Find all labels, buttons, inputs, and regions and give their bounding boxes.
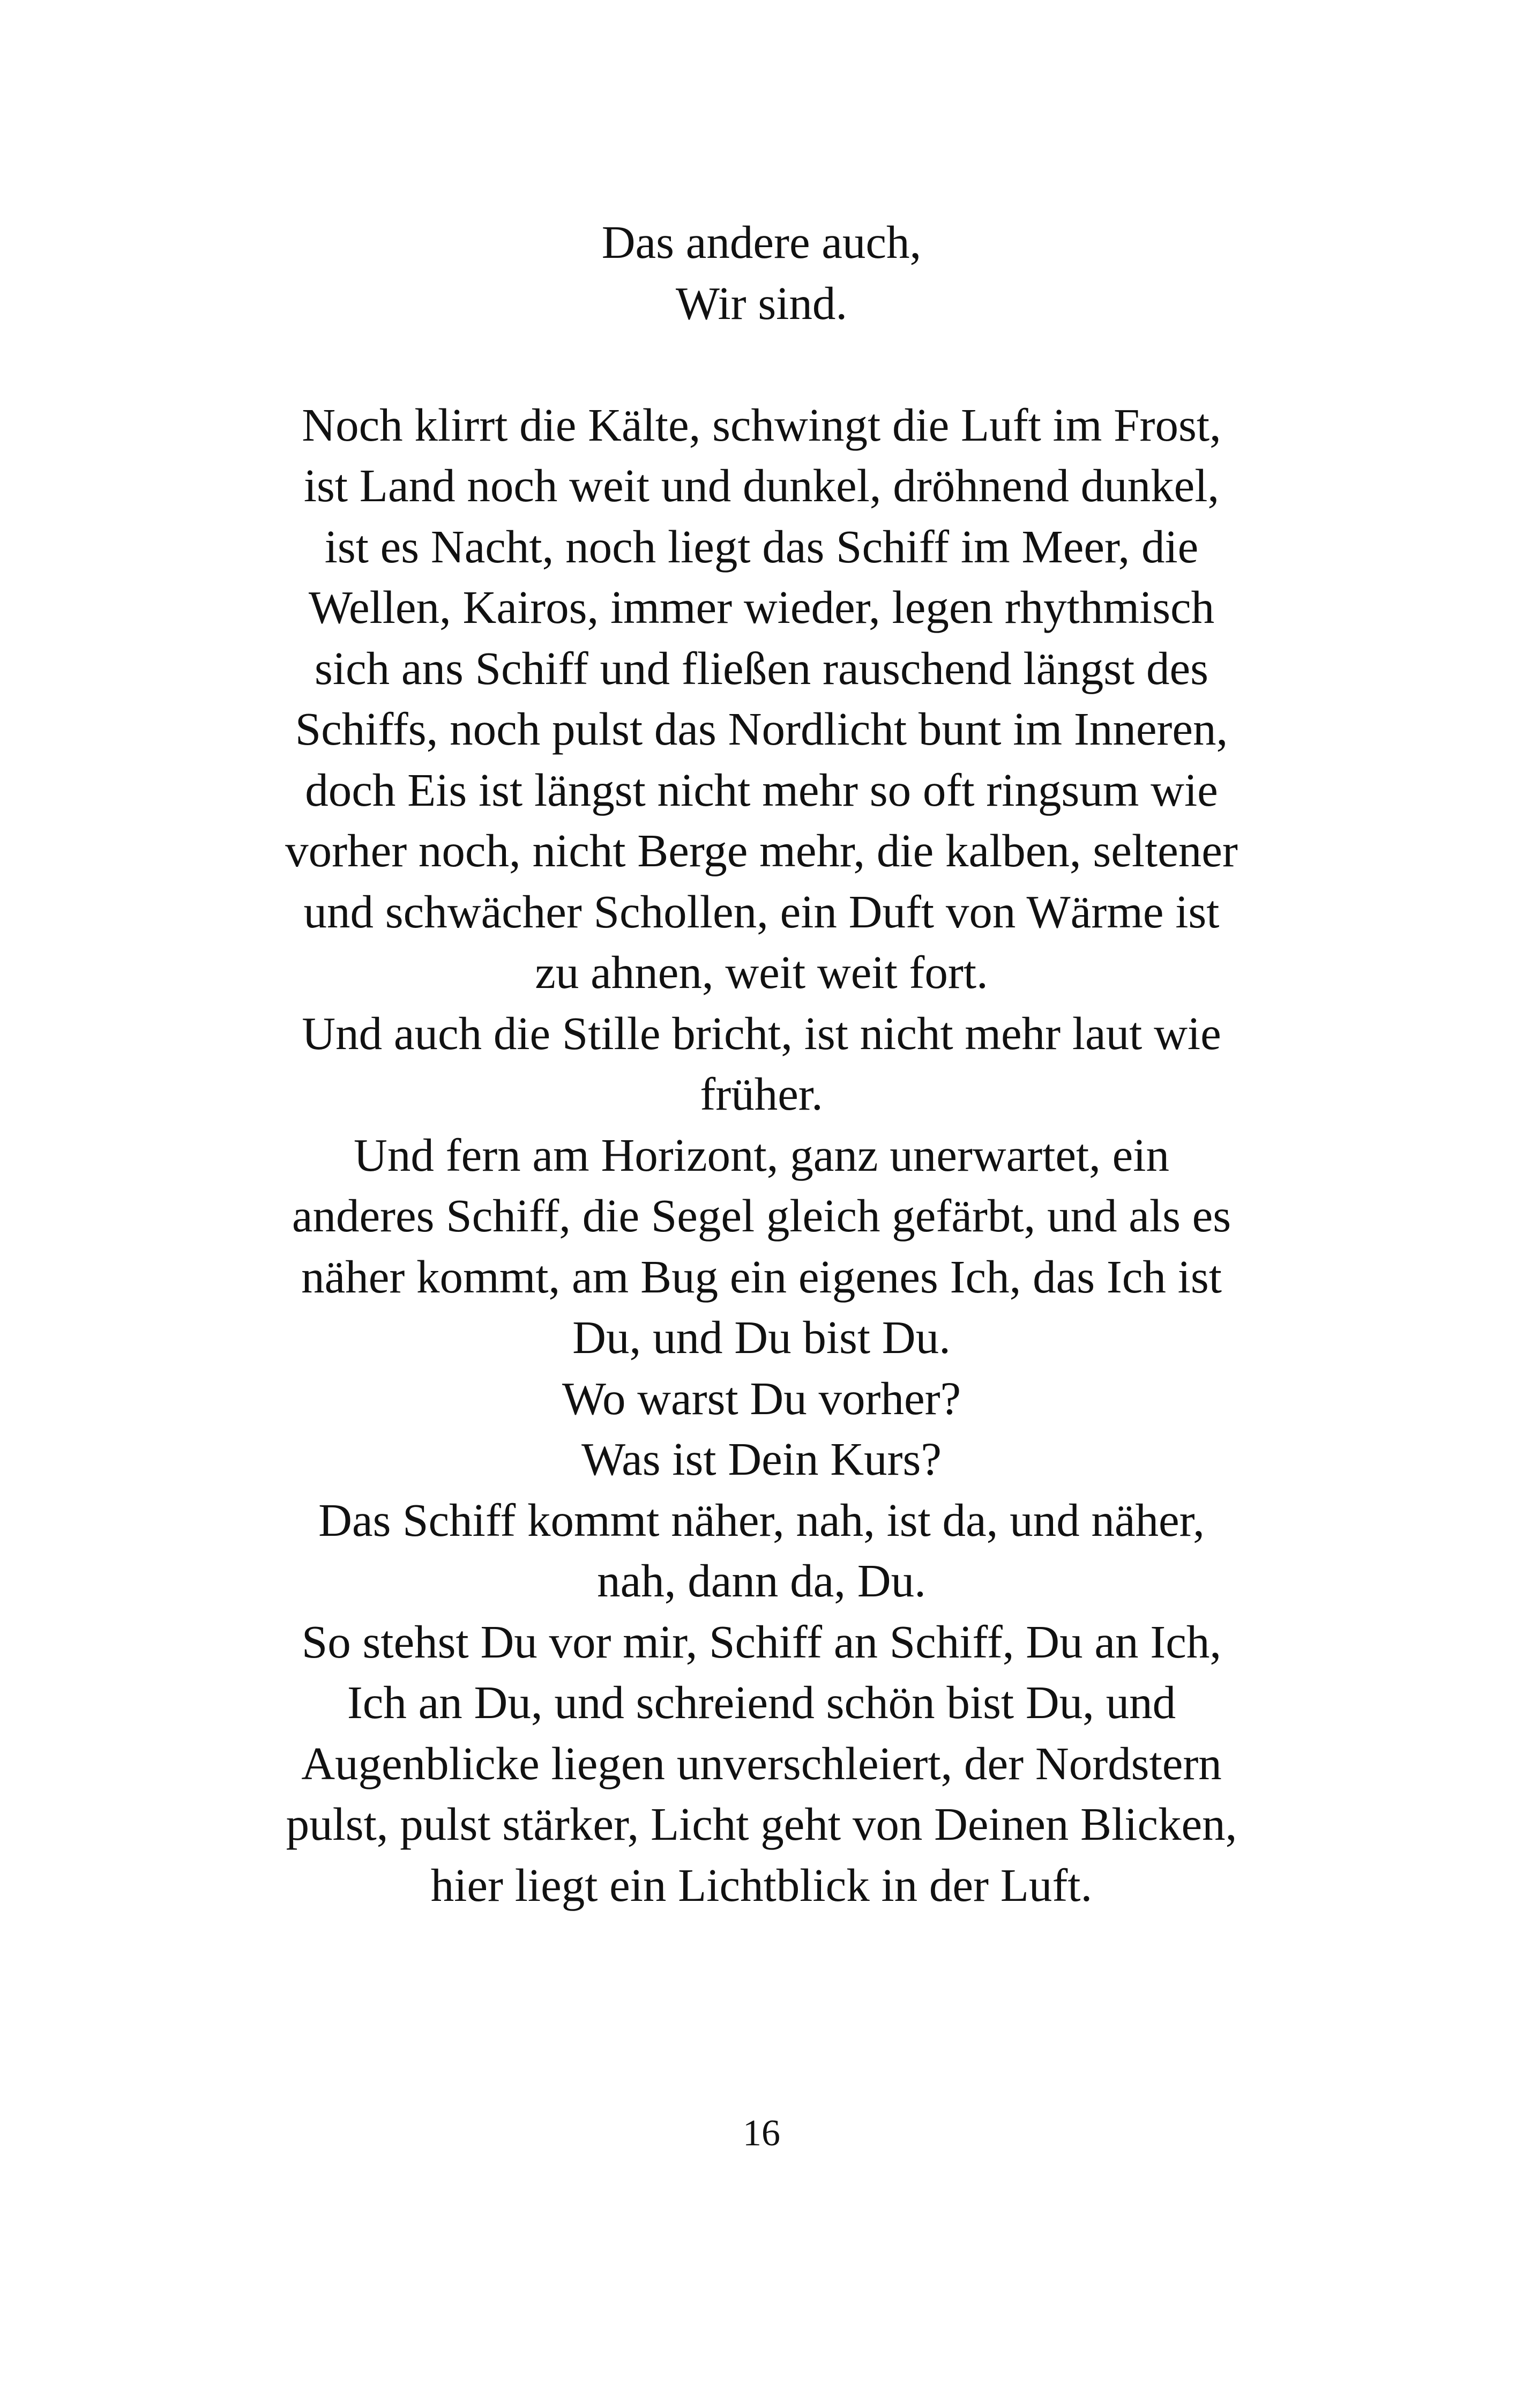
poem-line: zu ahnen, weit weit fort. <box>535 946 988 998</box>
poem-line: Was ist Dein Kurs? <box>581 1433 942 1485</box>
poem-line: Das andere auch, <box>601 216 922 268</box>
poem-line: früher. <box>700 1068 823 1120</box>
poem-line: sich ans Schiff und fließen rauschend längst des <box>315 642 1208 694</box>
poem-line: näher kommt, am Bug ein eigenes Ich, das Ich ist <box>301 1250 1222 1303</box>
poem-line: Das Schiff kommt näher, nah, ist da, und näher, <box>318 1493 1205 1546</box>
poem-line: Wellen, Kairos, immer wieder, legen rhythmisch <box>308 581 1215 633</box>
poem-line: Augenblicke liegen unverschleiert, der Nordstern <box>301 1737 1222 1789</box>
poem-line: Du, und Du bist Du. <box>572 1311 951 1363</box>
poem-text <box>161 212 1362 1915</box>
poem-line: doch Eis ist längst nicht mehr so oft ringsum wie <box>305 763 1218 816</box>
poem-line: anderes Schiff, die Segel gleich gefärbt, und als es <box>292 1190 1231 1242</box>
page-number: 16 <box>743 2113 780 2154</box>
poem-line: Ich an Du, und schreiend schön bist Du, und <box>347 1676 1176 1728</box>
poem-line: Wir sind. <box>675 277 848 329</box>
poem-line: nah, dann da, Du. <box>597 1555 926 1607</box>
stanza-break <box>161 333 1362 395</box>
poem-line: pulst, pulst stärker, Licht geht von Deinen Blicken, <box>286 1798 1237 1850</box>
poem-line: ist es Nacht, noch liegt das Schiff im Meer, die <box>324 520 1199 573</box>
poem-line: Und fern am Horizont, ganz unerwartet, ein <box>354 1128 1169 1181</box>
poem-line: und schwächer Schollen, ein Duft von Wärme ist <box>303 885 1220 938</box>
poem-line: vorher noch, nicht Berge mehr, die kalben, seltener <box>285 824 1238 876</box>
poem-line: So stehst Du vor mir, Schiff an Schiff, Du an Ich, <box>301 1615 1222 1668</box>
poem-line: Wo warst Du vorher? <box>562 1372 961 1424</box>
poem-line: Noch klirrt die Kälte, schwingt die Luft im Frost, <box>302 398 1221 451</box>
poem-line: ist Land noch weit und dunkel, dröhnend dunkel, <box>303 459 1220 511</box>
poem-line: Schiffs, noch pulst das Nordlicht bunt im Inneren, <box>295 703 1228 755</box>
poem-line: Und auch die Stille bricht, ist nicht mehr laut wie <box>302 1007 1221 1059</box>
poem-line: hier liegt ein Lichtblick in der Luft. <box>430 1859 1093 1911</box>
